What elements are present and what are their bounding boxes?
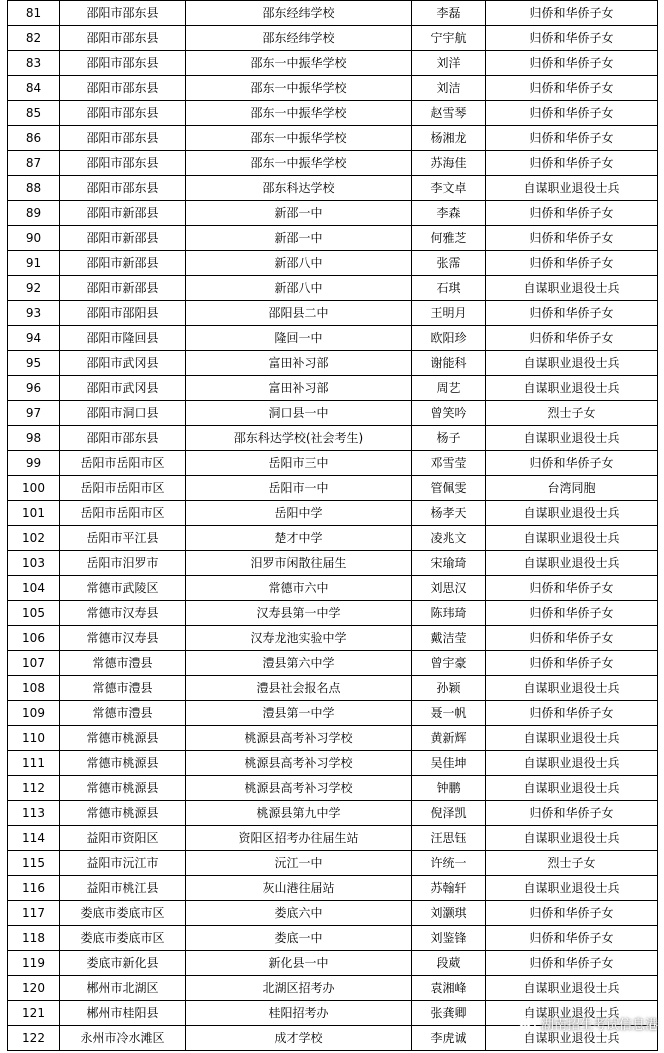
table-row [8, 701, 658, 726]
school-cell: 新邵一中 [186, 226, 412, 251]
category-cell: 自谋职业退役士兵 [486, 376, 658, 401]
region-cell: 岳阳市岳阳市区 [60, 501, 186, 526]
school-cell: 桃源县高考补习学校 [186, 776, 412, 801]
name-cell: 欧阳珍 [412, 326, 486, 351]
row-number-cell: 120 [8, 976, 60, 1001]
row-number-cell: 83 [8, 51, 60, 76]
school-cell: 富田补习部 [186, 376, 412, 401]
category-cell: 归侨和华侨子女 [486, 626, 658, 651]
school-cell: 岳阳市一中 [186, 476, 412, 501]
recipients-table [7, 0, 658, 1051]
table-row [8, 976, 658, 1001]
region-cell: 邵阳市新邵县 [60, 226, 186, 251]
row-number-cell: 121 [8, 1001, 60, 1026]
category-cell: 归侨和华侨子女 [486, 701, 658, 726]
region-cell: 邵阳市新邵县 [60, 276, 186, 301]
region-cell: 邵阳市邵东县 [60, 126, 186, 151]
region-cell: 邵阳市邵东县 [60, 26, 186, 51]
category-cell: 自谋职业退役士兵 [486, 726, 658, 751]
name-cell: 谢能科 [412, 351, 486, 376]
table-row [8, 551, 658, 576]
row-number-cell: 99 [8, 451, 60, 476]
name-cell: 赵雪琴 [412, 101, 486, 126]
table-row [8, 876, 658, 901]
row-number-cell: 82 [8, 26, 60, 51]
row-number-cell: 104 [8, 576, 60, 601]
school-cell: 邵东一中振华学校 [186, 101, 412, 126]
school-cell: 新邵八中 [186, 251, 412, 276]
name-cell: 段葳 [412, 951, 486, 976]
school-cell: 新邵八中 [186, 276, 412, 301]
category-cell: 归侨和华侨子女 [486, 201, 658, 226]
region-cell: 常德市汉寿县 [60, 626, 186, 651]
region-cell: 娄底市新化县 [60, 951, 186, 976]
name-cell: 何雅芝 [412, 226, 486, 251]
school-cell: 桃源县高考补习学校 [186, 726, 412, 751]
school-cell: 邵东一中振华学校 [186, 51, 412, 76]
table-row [8, 851, 658, 876]
row-number-cell: 89 [8, 201, 60, 226]
row-number-cell: 96 [8, 376, 60, 401]
name-cell: 李森 [412, 201, 486, 226]
school-cell: 常德市六中 [186, 576, 412, 601]
name-cell: 苏翰轩 [412, 876, 486, 901]
category-cell: 自谋职业退役士兵 [486, 276, 658, 301]
table-row [8, 801, 658, 826]
table-row [8, 751, 658, 776]
name-cell: 曾笑吟 [412, 401, 486, 426]
name-cell: 陈玮琦 [412, 601, 486, 626]
category-cell: 归侨和华侨子女 [486, 1, 658, 26]
region-cell: 邵阳市武冈县 [60, 376, 186, 401]
table-row [8, 101, 658, 126]
name-cell: 周艺 [412, 376, 486, 401]
name-cell: 汪思钰 [412, 826, 486, 851]
school-cell: 娄底一中 [186, 926, 412, 951]
row-number-cell: 115 [8, 851, 60, 876]
category-cell: 自谋职业退役士兵 [486, 501, 658, 526]
school-cell: 邵阳县二中 [186, 301, 412, 326]
region-cell: 益阳市桃江县 [60, 876, 186, 901]
school-cell: 娄底六中 [186, 901, 412, 926]
school-cell: 汉寿县第一中学 [186, 601, 412, 626]
name-cell: 倪泽凯 [412, 801, 486, 826]
row-number-cell: 107 [8, 651, 60, 676]
row-number-cell: 97 [8, 401, 60, 426]
region-cell: 岳阳市岳阳市区 [60, 451, 186, 476]
school-cell: 楚才中学 [186, 526, 412, 551]
table-body [8, 1, 658, 1051]
region-cell: 邵阳市邵东县 [60, 101, 186, 126]
name-cell: 戴洁莹 [412, 626, 486, 651]
region-cell: 益阳市资阳区 [60, 826, 186, 851]
name-cell: 袁湘峰 [412, 976, 486, 1001]
region-cell: 邵阳市隆回县 [60, 326, 186, 351]
watermark [518, 1012, 658, 1034]
table-row [8, 501, 658, 526]
table-row [8, 826, 658, 851]
category-cell: 归侨和华侨子女 [486, 576, 658, 601]
school-cell: 邵东一中振华学校 [186, 151, 412, 176]
category-cell: 自谋职业退役士兵 [486, 826, 658, 851]
row-number-cell: 91 [8, 251, 60, 276]
school-cell: 邵东科达学校 [186, 176, 412, 201]
category-cell: 归侨和华侨子女 [486, 76, 658, 101]
school-cell: 邵东一中振华学校 [186, 76, 412, 101]
category-cell: 归侨和华侨子女 [486, 126, 658, 151]
watermark-text: 湖南招生考试信息港 [540, 1017, 658, 1033]
table-row [8, 251, 658, 276]
name-cell: 管佩雯 [412, 476, 486, 501]
category-cell: 自谋职业退役士兵 [486, 526, 658, 551]
region-cell: 常德市桃源县 [60, 776, 186, 801]
row-number-cell: 92 [8, 276, 60, 301]
region-cell: 邵阳市新邵县 [60, 201, 186, 226]
category-cell: 自谋职业退役士兵 [486, 551, 658, 576]
name-cell: 刘思汉 [412, 576, 486, 601]
school-cell: 新邵一中 [186, 201, 412, 226]
row-number-cell: 122 [8, 1026, 60, 1051]
category-cell: 烈士子女 [486, 401, 658, 426]
name-cell: 李文卓 [412, 176, 486, 201]
category-cell: 归侨和华侨子女 [486, 926, 658, 951]
region-cell: 常德市汉寿县 [60, 601, 186, 626]
row-number-cell: 108 [8, 676, 60, 701]
row-number-cell: 106 [8, 626, 60, 651]
region-cell: 常德市澧县 [60, 651, 186, 676]
category-cell: 归侨和华侨子女 [486, 601, 658, 626]
row-number-cell: 117 [8, 901, 60, 926]
school-cell: 岳阳市三中 [186, 451, 412, 476]
row-number-cell: 85 [8, 101, 60, 126]
category-cell: 归侨和华侨子女 [486, 901, 658, 926]
name-cell: 聂一帆 [412, 701, 486, 726]
region-cell: 邵阳市新邵县 [60, 251, 186, 276]
region-cell: 娄底市娄底市区 [60, 901, 186, 926]
region-cell: 岳阳市平江县 [60, 526, 186, 551]
name-cell: 吴佳坤 [412, 751, 486, 776]
region-cell: 岳阳市汨罗市 [60, 551, 186, 576]
region-cell: 常德市澧县 [60, 701, 186, 726]
school-cell: 灰山港往届站 [186, 876, 412, 901]
school-cell: 桂阳招考办 [186, 1001, 412, 1026]
table-row [8, 76, 658, 101]
category-cell: 归侨和华侨子女 [486, 151, 658, 176]
category-cell: 自谋职业退役士兵 [486, 1001, 658, 1026]
region-cell: 常德市武陵区 [60, 576, 186, 601]
row-number-cell: 88 [8, 176, 60, 201]
row-number-cell: 113 [8, 801, 60, 826]
region-cell: 永州市冷水滩区 [60, 1026, 186, 1051]
name-cell: 李虎诚 [412, 1026, 486, 1051]
name-cell: 杨子 [412, 426, 486, 451]
name-cell: 黄新辉 [412, 726, 486, 751]
name-cell: 宁宇航 [412, 26, 486, 51]
category-cell: 归侨和华侨子女 [486, 651, 658, 676]
table-row [8, 426, 658, 451]
row-number-cell: 103 [8, 551, 60, 576]
row-number-cell: 93 [8, 301, 60, 326]
category-cell: 自谋职业退役士兵 [486, 976, 658, 1001]
row-number-cell: 87 [8, 151, 60, 176]
school-cell: 澧县第一中学 [186, 701, 412, 726]
school-cell: 岳阳中学 [186, 501, 412, 526]
name-cell: 刘洋 [412, 51, 486, 76]
table-row [8, 926, 658, 951]
school-cell: 桃源县第九中学 [186, 801, 412, 826]
row-number-cell: 105 [8, 601, 60, 626]
school-cell: 澧县社会报名点 [186, 676, 412, 701]
category-cell: 归侨和华侨子女 [486, 226, 658, 251]
category-cell: 烈士子女 [486, 851, 658, 876]
name-cell: 刘鉴锋 [412, 926, 486, 951]
school-cell: 隆回一中 [186, 326, 412, 351]
table-row [8, 651, 658, 676]
name-cell: 杨湘龙 [412, 126, 486, 151]
table-row [8, 301, 658, 326]
category-cell: 自谋职业退役士兵 [486, 351, 658, 376]
name-cell: 刘灏琪 [412, 901, 486, 926]
table-row [8, 626, 658, 651]
row-number-cell: 111 [8, 751, 60, 776]
region-cell: 岳阳市岳阳市区 [60, 476, 186, 501]
row-number-cell: 100 [8, 476, 60, 501]
school-cell: 邵东一中振华学校 [186, 126, 412, 151]
table-row [8, 676, 658, 701]
region-cell: 益阳市沅江市 [60, 851, 186, 876]
table-row [8, 451, 658, 476]
row-number-cell: 118 [8, 926, 60, 951]
table-row [8, 776, 658, 801]
school-cell: 桃源县高考补习学校 [186, 751, 412, 776]
row-number-cell: 110 [8, 726, 60, 751]
table-row [8, 726, 658, 751]
name-cell: 许统一 [412, 851, 486, 876]
name-cell: 刘洁 [412, 76, 486, 101]
region-cell: 邵阳市邵东县 [60, 51, 186, 76]
category-cell: 自谋职业退役士兵 [486, 676, 658, 701]
school-cell: 北湖区招考办 [186, 976, 412, 1001]
row-number-cell: 81 [8, 1, 60, 26]
row-number-cell: 109 [8, 701, 60, 726]
school-cell: 新化县一中 [186, 951, 412, 976]
category-cell: 自谋职业退役士兵 [486, 176, 658, 201]
region-cell: 郴州市北湖区 [60, 976, 186, 1001]
name-cell: 曾宇豪 [412, 651, 486, 676]
school-cell: 汨罗市闲散往届生 [186, 551, 412, 576]
row-number-cell: 84 [8, 76, 60, 101]
category-cell: 归侨和华侨子女 [486, 101, 658, 126]
name-cell: 凌兆文 [412, 526, 486, 551]
row-number-cell: 114 [8, 826, 60, 851]
table-row [8, 526, 658, 551]
row-number-cell: 112 [8, 776, 60, 801]
category-cell: 台湾同胞 [486, 476, 658, 501]
category-cell: 自谋职业退役士兵 [486, 776, 658, 801]
school-cell: 资阳区招考办往届生站 [186, 826, 412, 851]
category-cell: 归侨和华侨子女 [486, 451, 658, 476]
name-cell: 张霈 [412, 251, 486, 276]
region-cell: 邵阳市邵东县 [60, 1, 186, 26]
row-number-cell: 101 [8, 501, 60, 526]
name-cell: 邓雪莹 [412, 451, 486, 476]
table-row [8, 51, 658, 76]
table-row [8, 376, 658, 401]
name-cell: 钟鹏 [412, 776, 486, 801]
region-cell: 邵阳市邵东县 [60, 426, 186, 451]
row-number-cell: 86 [8, 126, 60, 151]
row-number-cell: 95 [8, 351, 60, 376]
row-number-cell: 94 [8, 326, 60, 351]
region-cell: 邵阳市武冈县 [60, 351, 186, 376]
table-row [8, 476, 658, 501]
region-cell: 郴州市桂阳县 [60, 1001, 186, 1026]
table-row [8, 576, 658, 601]
row-number-cell: 90 [8, 226, 60, 251]
name-cell: 王明月 [412, 301, 486, 326]
region-cell: 邵阳市邵阳县 [60, 301, 186, 326]
table-row [8, 126, 658, 151]
school-cell: 邵东经纬学校 [186, 26, 412, 51]
name-cell: 苏海佳 [412, 151, 486, 176]
table-row [8, 951, 658, 976]
name-cell: 杨孝天 [412, 501, 486, 526]
name-cell: 张龚卿 [412, 1001, 486, 1026]
table-row [8, 201, 658, 226]
table-row [8, 601, 658, 626]
table-row [8, 276, 658, 301]
category-cell: 自谋职业退役士兵 [486, 751, 658, 776]
region-cell: 娄底市娄底市区 [60, 926, 186, 951]
row-number-cell: 116 [8, 876, 60, 901]
category-cell: 归侨和华侨子女 [486, 251, 658, 276]
school-cell: 澧县第六中学 [186, 651, 412, 676]
region-cell: 常德市桃源县 [60, 751, 186, 776]
name-cell: 石琪 [412, 276, 486, 301]
region-cell: 邵阳市邵东县 [60, 176, 186, 201]
school-cell: 邵东科达学校(社会考生) [186, 426, 412, 451]
table-row [8, 226, 658, 251]
table-row [8, 176, 658, 201]
table-row [8, 151, 658, 176]
school-cell: 邵东经纬学校 [186, 1, 412, 26]
category-cell: 自谋职业退役士兵 [486, 876, 658, 901]
school-cell: 富田补习部 [186, 351, 412, 376]
category-cell: 自谋职业退役士兵 [486, 1026, 658, 1051]
region-cell: 邵阳市洞口县 [60, 401, 186, 426]
table-row [8, 326, 658, 351]
name-cell: 李磊 [412, 1, 486, 26]
category-cell: 归侨和华侨子女 [486, 801, 658, 826]
table-row [8, 1, 658, 26]
region-cell: 邵阳市邵东县 [60, 76, 186, 101]
row-number-cell: 102 [8, 526, 60, 551]
school-cell: 成才学校 [186, 1026, 412, 1051]
name-cell: 孙颖 [412, 676, 486, 701]
table-row [8, 901, 658, 926]
school-cell: 沅江一中 [186, 851, 412, 876]
region-cell: 邵阳市邵东县 [60, 151, 186, 176]
table-row [8, 351, 658, 376]
table-row [8, 26, 658, 51]
row-number-cell: 98 [8, 426, 60, 451]
category-cell: 自谋职业退役士兵 [486, 426, 658, 451]
school-cell: 汉寿龙池实验中学 [186, 626, 412, 651]
school-cell: 洞口县一中 [186, 401, 412, 426]
wechat-icon [518, 1014, 536, 1032]
category-cell: 归侨和华侨子女 [486, 51, 658, 76]
table-row [8, 401, 658, 426]
category-cell: 归侨和华侨子女 [486, 326, 658, 351]
region-cell: 常德市桃源县 [60, 726, 186, 751]
category-cell: 归侨和华侨子女 [486, 951, 658, 976]
region-cell: 常德市桃源县 [60, 801, 186, 826]
category-cell: 归侨和华侨子女 [486, 301, 658, 326]
name-cell: 宋瑜琦 [412, 551, 486, 576]
category-cell: 归侨和华侨子女 [486, 26, 658, 51]
region-cell: 常德市澧县 [60, 676, 186, 701]
row-number-cell: 119 [8, 951, 60, 976]
